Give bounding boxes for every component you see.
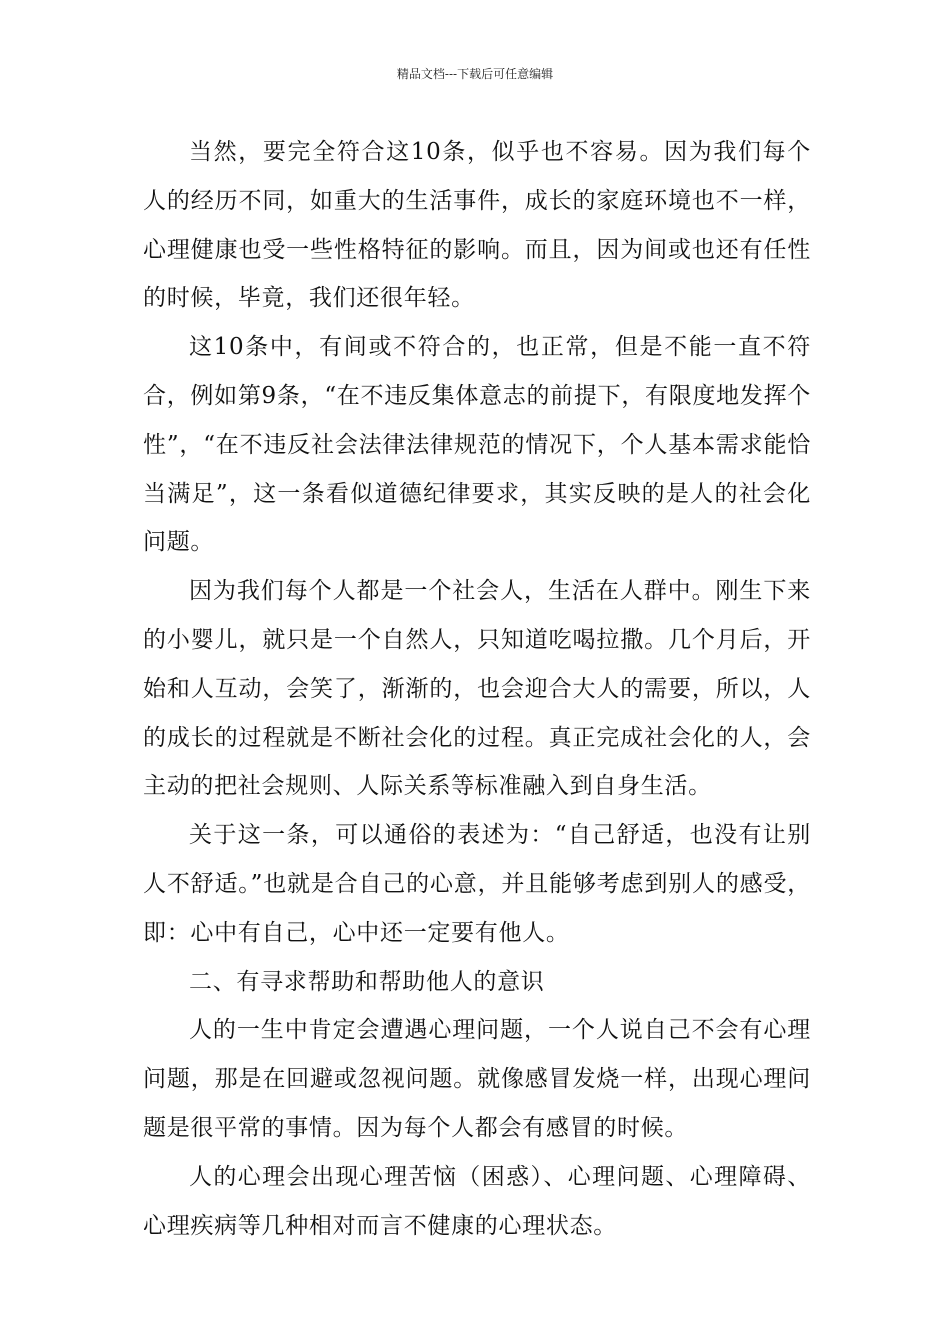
paragraph: 这10条中，有间或不符合的，也正常，但是不能一直不符合，例如第9条，“在不违反集体意志的前提下，有限度地发挥个性”，“在不违反社会法律法律规范的情况下，个人基本需求能恰当满足”，这一条看似道德纪律要求，其实反映的是人的社会化问题。	[143, 334, 811, 556]
paragraph: 人的一生中肯定会遭遇心理问题，一个人说自己不会有心理问题，那是在回避或忽视问题。就像感冒发烧一样，出现心理问题是很平常的事情。因为每个人都会有感冒的时候。	[143, 1017, 811, 1141]
paragraph: 关于这一条，可以通俗的表述为：“自己舒适，也没有让别人不舒适。”也就是合自己的心意，并且能够考虑到别人的感受，即：心中有自己，心中还一定要有他人。	[143, 822, 811, 946]
paragraph: 当然，要完全符合这10条，似乎也不容易。因为我们每个人的经历不同，如重大的生活事件，成长的家庭环境也不一样，心理健康也受一些性格特征的影响。而且，因为间或也还有任性的时候，毕竟，我们还很年轻。	[143, 139, 811, 312]
section-heading: 二、有寻求帮助和帮助他人的意识	[189, 968, 545, 995]
paragraph: 因为我们每个人都是一个社会人，生活在人群中。刚生下来的小婴儿，就只是一个自然人，只知道吃喝拉撒。几个月后，开始和人互动，会笑了，渐渐的，也会迎合大人的需要，所以，人的成长的过程就是不断社会化的过程。真正完成社会化的人，会主动的把社会规则、人际关系等标准融入到自身生活。	[143, 578, 811, 800]
page-header: 精品文档---下载后可任意编辑	[396, 67, 554, 81]
document-body	[143, 128, 811, 1250]
paragraph: 人的心理会出现心理苦恼（困惑）、心理问题、心理障碍、心理疾病等几种相对而言不健康的心理状态。	[143, 1163, 811, 1239]
